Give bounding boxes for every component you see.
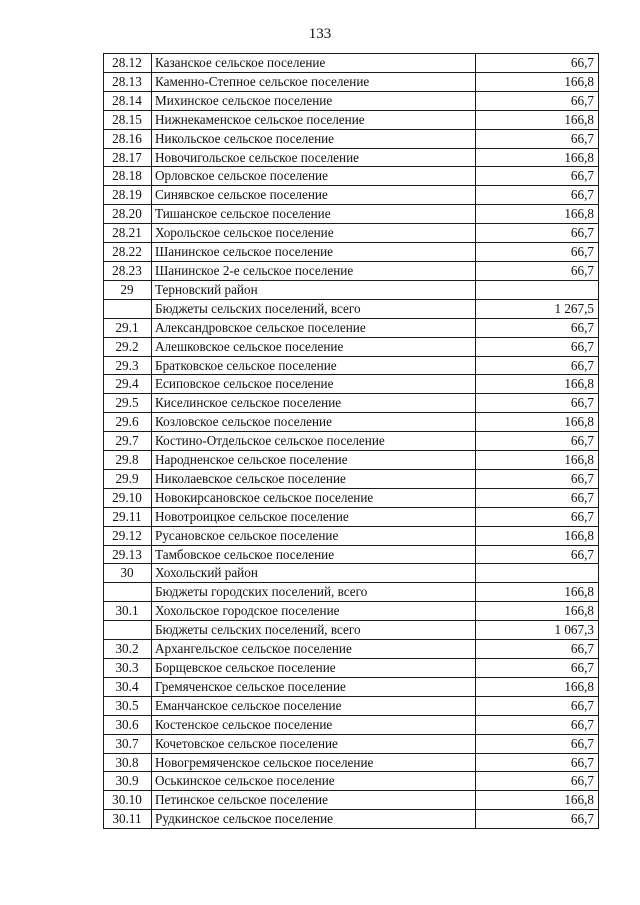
settlement-name-cell: Русановское сельское поселение [152, 526, 476, 545]
amount-cell: 166,8 [476, 583, 599, 602]
row-number-cell: 30.11 [104, 810, 152, 829]
settlement-name-cell: Козловское сельское поселение [152, 413, 476, 432]
budget-table [103, 53, 599, 829]
settlement-name-cell: Хорольское сельское поселение [152, 224, 476, 243]
amount-cell: 66,7 [476, 261, 599, 280]
row-number-cell [104, 621, 152, 640]
amount-cell: 66,7 [476, 640, 599, 659]
table-row [104, 564, 599, 583]
row-number-cell: 30.10 [104, 791, 152, 810]
amount-cell: 166,8 [476, 375, 599, 394]
row-number-cell: 29.12 [104, 526, 152, 545]
row-number-cell: 30.5 [104, 696, 152, 715]
amount-cell: 66,7 [476, 772, 599, 791]
amount-cell: 166,8 [476, 72, 599, 91]
amount-cell: 166,8 [476, 413, 599, 432]
table-row [104, 224, 599, 243]
amount-cell: 66,7 [476, 810, 599, 829]
amount-cell: 66,7 [476, 91, 599, 110]
table-row [104, 54, 599, 73]
row-number-cell: 30.4 [104, 677, 152, 696]
table-row [104, 545, 599, 564]
settlement-name-cell: Новокирсановское сельское поселение [152, 488, 476, 507]
settlement-name-cell: Гремяченское сельское поселение [152, 677, 476, 696]
settlement-name-cell: Борщевское сельское поселение [152, 659, 476, 678]
row-number-cell: 29.11 [104, 507, 152, 526]
settlement-name-cell: Народненское сельское поселение [152, 451, 476, 470]
row-number-cell: 30.6 [104, 715, 152, 734]
table-row [104, 791, 599, 810]
row-number-cell: 29.7 [104, 432, 152, 451]
amount-cell: 66,7 [476, 488, 599, 507]
row-number-cell: 28.18 [104, 167, 152, 186]
table-row [104, 488, 599, 507]
row-number-cell: 29.5 [104, 394, 152, 413]
row-number-cell: 28.20 [104, 205, 152, 224]
amount-cell: 166,8 [476, 110, 599, 129]
settlement-name-cell: Тишанское сельское поселение [152, 205, 476, 224]
settlement-name-cell: Новогремяченское сельское поселение [152, 753, 476, 772]
row-number-cell: 29.10 [104, 488, 152, 507]
row-number-cell: 28.13 [104, 72, 152, 91]
row-number-cell: 29.9 [104, 469, 152, 488]
amount-cell: 166,8 [476, 451, 599, 470]
amount-cell [476, 564, 599, 583]
settlement-name-cell: Каменно-Степное сельское поселение [152, 72, 476, 91]
table-row [104, 451, 599, 470]
settlement-name-cell: Рудкинское сельское поселение [152, 810, 476, 829]
amount-cell: 66,7 [476, 753, 599, 772]
table-row [104, 91, 599, 110]
amount-cell: 66,7 [476, 318, 599, 337]
settlement-name-cell: Петинское сельское поселение [152, 791, 476, 810]
amount-cell: 166,8 [476, 148, 599, 167]
row-number-cell: 29.4 [104, 375, 152, 394]
amount-cell: 66,7 [476, 243, 599, 262]
amount-cell: 66,7 [476, 167, 599, 186]
row-number-cell: 28.14 [104, 91, 152, 110]
row-number-cell: 29.8 [104, 451, 152, 470]
amount-cell: 166,8 [476, 602, 599, 621]
amount-cell: 66,7 [476, 224, 599, 243]
table-row [104, 110, 599, 129]
table-row [104, 583, 599, 602]
budget-table-body [104, 54, 599, 829]
table-row [104, 677, 599, 696]
settlement-name-cell: Алешковское сельское поселение [152, 337, 476, 356]
table-row [104, 640, 599, 659]
settlement-name-cell: Николаевское сельское поселение [152, 469, 476, 488]
settlement-name-cell: Бюджеты сельских поселений, всего [152, 621, 476, 640]
settlement-name-cell: Есиповское сельское поселение [152, 375, 476, 394]
amount-cell: 66,7 [476, 337, 599, 356]
settlement-name-cell: Костино-Отдельское сельское поселение [152, 432, 476, 451]
table-row [104, 432, 599, 451]
table-row [104, 734, 599, 753]
table-row [104, 337, 599, 356]
settlement-name-cell: Тамбовское сельское поселение [152, 545, 476, 564]
row-number-cell [104, 299, 152, 318]
table-row [104, 375, 599, 394]
row-number-cell: 29.1 [104, 318, 152, 337]
table-row [104, 318, 599, 337]
settlement-name-cell: Хохольское городское поселение [152, 602, 476, 621]
amount-cell: 166,8 [476, 677, 599, 696]
amount-cell: 66,7 [476, 54, 599, 73]
settlement-name-cell: Новочигольское сельское поселение [152, 148, 476, 167]
table-row [104, 72, 599, 91]
table-row [104, 129, 599, 148]
table-row [104, 356, 599, 375]
amount-cell: 66,7 [476, 507, 599, 526]
row-number-cell: 29.13 [104, 545, 152, 564]
table-row [104, 602, 599, 621]
amount-cell: 1 067,3 [476, 621, 599, 640]
table-row [104, 715, 599, 734]
amount-cell: 66,7 [476, 186, 599, 205]
row-number-cell: 29.2 [104, 337, 152, 356]
settlement-name-cell: Орловское сельское поселение [152, 167, 476, 186]
table-row [104, 469, 599, 488]
settlement-name-cell: Александровское сельское поселение [152, 318, 476, 337]
settlement-name-cell: Киселинское сельское поселение [152, 394, 476, 413]
settlement-name-cell: Шанинское сельское поселение [152, 243, 476, 262]
row-number-cell: 28.21 [104, 224, 152, 243]
row-number-cell: 28.12 [104, 54, 152, 73]
row-number-cell: 29 [104, 280, 152, 299]
row-number-cell: 28.15 [104, 110, 152, 129]
table-row [104, 772, 599, 791]
table-row [104, 526, 599, 545]
settlement-name-cell: Костенское сельское поселение [152, 715, 476, 734]
row-number-cell: 29.6 [104, 413, 152, 432]
page-number: 133 [308, 26, 332, 42]
amount-cell: 66,7 [476, 469, 599, 488]
row-number-cell: 30.3 [104, 659, 152, 678]
settlement-name-cell: Архангельское сельское поселение [152, 640, 476, 659]
row-number-cell: 30.2 [104, 640, 152, 659]
table-row [104, 621, 599, 640]
amount-cell: 66,7 [476, 715, 599, 734]
amount-cell: 1 267,5 [476, 299, 599, 318]
table-row [104, 299, 599, 318]
table-row [104, 280, 599, 299]
amount-cell: 66,7 [476, 394, 599, 413]
table-row [104, 810, 599, 829]
amount-cell: 66,7 [476, 129, 599, 148]
settlement-name-cell: Никольское сельское поселение [152, 129, 476, 148]
amount-cell: 66,7 [476, 734, 599, 753]
settlement-name-cell: Синявское сельское поселение [152, 186, 476, 205]
row-number-cell: 30.1 [104, 602, 152, 621]
amount-cell: 166,8 [476, 526, 599, 545]
table-row [104, 167, 599, 186]
row-number-cell: 28.16 [104, 129, 152, 148]
table-row [104, 413, 599, 432]
settlement-name-cell: Михинское сельское поселение [152, 91, 476, 110]
table-row [104, 243, 599, 262]
row-number-cell: 28.22 [104, 243, 152, 262]
row-number-cell: 28.23 [104, 261, 152, 280]
amount-cell: 166,8 [476, 791, 599, 810]
settlement-name-cell: Бюджеты городских поселений, всего [152, 583, 476, 602]
row-number-cell: 30.9 [104, 772, 152, 791]
table-row [104, 659, 599, 678]
settlement-name-cell: Хохольский район [152, 564, 476, 583]
amount-cell: 66,7 [476, 356, 599, 375]
amount-cell: 66,7 [476, 696, 599, 715]
amount-cell: 66,7 [476, 432, 599, 451]
row-number-cell: 28.19 [104, 186, 152, 205]
settlement-name-cell: Нижнекаменское сельское поселение [152, 110, 476, 129]
row-number-cell: 29.3 [104, 356, 152, 375]
table-row [104, 148, 599, 167]
amount-cell [476, 280, 599, 299]
table-row [104, 507, 599, 526]
table-row [104, 205, 599, 224]
row-number-cell: 30.7 [104, 734, 152, 753]
row-number-cell: 28.17 [104, 148, 152, 167]
settlement-name-cell: Братковское сельское поселение [152, 356, 476, 375]
amount-cell: 66,7 [476, 659, 599, 678]
settlement-name-cell: Еманчанское сельское поселение [152, 696, 476, 715]
settlement-name-cell: Терновский район [152, 280, 476, 299]
settlement-name-cell: Бюджеты сельских поселений, всего [152, 299, 476, 318]
settlement-name-cell: Казанское сельское поселение [152, 54, 476, 73]
table-row [104, 753, 599, 772]
row-number-cell: 30.8 [104, 753, 152, 772]
table-row [104, 261, 599, 280]
table-row [104, 696, 599, 715]
table-row [104, 394, 599, 413]
amount-cell: 166,8 [476, 205, 599, 224]
row-number-cell: 30 [104, 564, 152, 583]
row-number-cell [104, 583, 152, 602]
settlement-name-cell: Кочетовское сельское поселение [152, 734, 476, 753]
settlement-name-cell: Шанинское 2-е сельское поселение [152, 261, 476, 280]
settlement-name-cell: Новотроицкое сельское поселение [152, 507, 476, 526]
settlement-name-cell: Оськинское сельское поселение [152, 772, 476, 791]
amount-cell: 66,7 [476, 545, 599, 564]
table-row [104, 186, 599, 205]
